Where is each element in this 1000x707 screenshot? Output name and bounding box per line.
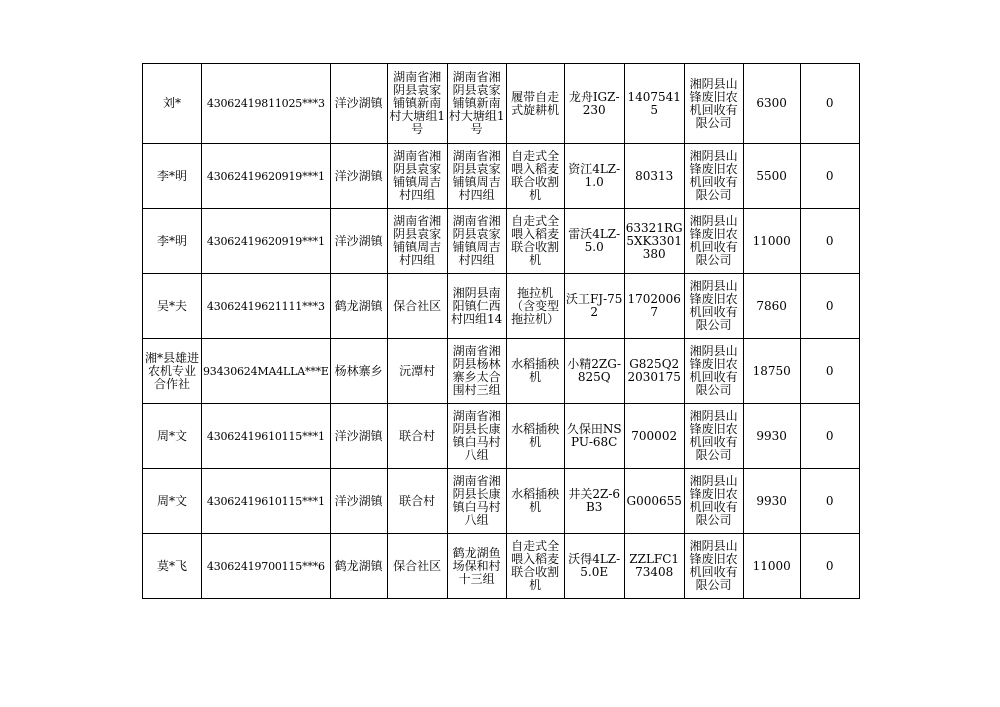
serial-number-cell: 63321RG5XK3301380 (624, 209, 684, 274)
other-amount-cell: 0 (800, 534, 859, 599)
township-cell: 洋沙湖镇 (330, 404, 387, 469)
township-cell: 鹤龙湖镇 (330, 274, 387, 339)
recycler-cell: 湘阴县山锋废旧农机回收有限公司 (684, 64, 743, 144)
other-amount-cell: 0 (800, 274, 859, 339)
machine-type-cell: 拖拉机（含变型拖拉机） (506, 274, 564, 339)
subsidy-table (142, 63, 860, 599)
amount-cell: 18750 (743, 339, 800, 404)
table-row (143, 469, 860, 534)
id-number-cell: 43062419620919***1 (202, 209, 331, 274)
address-cell: 湖南省湘阴县袁家铺镇新南村大塘组1号 (387, 64, 447, 144)
model-cell: 龙舟IGZ-230 (564, 64, 624, 144)
id-number-cell: 43062419610115***1 (202, 469, 331, 534)
recycler-cell: 湘阴县山锋废旧农机回收有限公司 (684, 469, 743, 534)
serial-number-cell: 80313 (624, 144, 684, 209)
township-cell: 鹤龙湖镇 (330, 534, 387, 599)
owner-name-cell: 周*文 (143, 404, 202, 469)
table-row (143, 274, 860, 339)
serial-number-cell: 14075415 (624, 64, 684, 144)
address-2-cell: 湖南省湘阴县袁家铺镇周吉村四组 (447, 144, 506, 209)
machine-type-cell: 水稻插秧机 (506, 339, 564, 404)
table-row (143, 534, 860, 599)
recycler-cell: 湘阴县山锋废旧农机回收有限公司 (684, 404, 743, 469)
id-number-cell: 43062419700115***6 (202, 534, 331, 599)
township-cell: 洋沙湖镇 (330, 469, 387, 534)
owner-name-cell: 莫*飞 (143, 534, 202, 599)
address-2-cell: 湖南省湘阴县长康镇白马村八组 (447, 404, 506, 469)
other-amount-cell: 0 (800, 64, 859, 144)
table-row (143, 404, 860, 469)
other-amount-cell: 0 (800, 144, 859, 209)
model-cell: 井关2Z-6B3 (564, 469, 624, 534)
other-amount-cell: 0 (800, 339, 859, 404)
address-cell: 湖南省湘阴县袁家铺镇周吉村四组 (387, 209, 447, 274)
owner-name-cell: 湘*县雄进农机专业合作社 (143, 339, 202, 404)
serial-number-cell: 17020067 (624, 274, 684, 339)
address-cell: 湖南省湘阴县袁家铺镇周吉村四组 (387, 144, 447, 209)
owner-name-cell: 吴*夫 (143, 274, 202, 339)
amount-cell: 11000 (743, 209, 800, 274)
address-2-cell: 湘阴县南阳镇仁西村四组14 (447, 274, 506, 339)
other-amount-cell: 0 (800, 404, 859, 469)
amount-cell: 7860 (743, 274, 800, 339)
model-cell: 小精2ZG-825Q (564, 339, 624, 404)
other-amount-cell: 0 (800, 209, 859, 274)
recycler-cell: 湘阴县山锋废旧农机回收有限公司 (684, 274, 743, 339)
id-number-cell: 43062419620919***1 (202, 144, 331, 209)
owner-name-cell: 李*明 (143, 144, 202, 209)
address-cell: 保合社区 (387, 274, 447, 339)
machine-type-cell: 自走式全喂入稻麦联合收割机 (506, 144, 564, 209)
model-cell: 资江4LZ-1.0 (564, 144, 624, 209)
township-cell: 杨林寨乡 (330, 339, 387, 404)
serial-number-cell: 700002 (624, 404, 684, 469)
machine-type-cell: 履带自走式旋耕机 (506, 64, 564, 144)
table-body (143, 64, 860, 599)
table-row (143, 144, 860, 209)
id-number-cell: 43062419621111***3 (202, 274, 331, 339)
machine-type-cell: 水稻插秧机 (506, 404, 564, 469)
other-amount-cell: 0 (800, 469, 859, 534)
machine-type-cell: 水稻插秧机 (506, 469, 564, 534)
recycler-cell: 湘阴县山锋废旧农机回收有限公司 (684, 534, 743, 599)
address-2-cell: 湖南省湘阴县长康镇白马村八组 (447, 469, 506, 534)
address-2-cell: 湖南省湘阴县袁家铺镇新南村大塘组1号 (447, 64, 506, 144)
recycler-cell: 湘阴县山锋废旧农机回收有限公司 (684, 144, 743, 209)
table-row (143, 64, 860, 144)
serial-number-cell: ZZLFC173408 (624, 534, 684, 599)
amount-cell: 9930 (743, 404, 800, 469)
address-cell: 沅潭村 (387, 339, 447, 404)
serial-number-cell: G825Q22030175 (624, 339, 684, 404)
recycler-cell: 湘阴县山锋废旧农机回收有限公司 (684, 339, 743, 404)
township-cell: 洋沙湖镇 (330, 144, 387, 209)
address-cell: 联合村 (387, 404, 447, 469)
township-cell: 洋沙湖镇 (330, 209, 387, 274)
model-cell: 沃得4LZ-5.0E (564, 534, 624, 599)
owner-name-cell: 李*明 (143, 209, 202, 274)
table-row (143, 209, 860, 274)
address-2-cell: 湖南省湘阴县杨林寨乡太合围村三组 (447, 339, 506, 404)
address-cell: 联合村 (387, 469, 447, 534)
address-2-cell: 鹤龙湖鱼场保和村十三组 (447, 534, 506, 599)
amount-cell: 9930 (743, 469, 800, 534)
recycler-cell: 湘阴县山锋废旧农机回收有限公司 (684, 209, 743, 274)
table-row (143, 339, 860, 404)
machine-type-cell: 自走式全喂入稻麦联合收割机 (506, 209, 564, 274)
amount-cell: 5500 (743, 144, 800, 209)
address-2-cell: 湖南省湘阴县袁家铺镇周吉村四组 (447, 209, 506, 274)
serial-number-cell: G000655 (624, 469, 684, 534)
address-cell: 保合社区 (387, 534, 447, 599)
township-cell: 洋沙湖镇 (330, 64, 387, 144)
owner-name-cell: 周*文 (143, 469, 202, 534)
id-number-cell: 43062419811025***3 (202, 64, 331, 144)
amount-cell: 6300 (743, 64, 800, 144)
model-cell: 沃工FJ-752 (564, 274, 624, 339)
model-cell: 雷沃4LZ-5.0 (564, 209, 624, 274)
id-number-cell: 43062419610115***1 (202, 404, 331, 469)
model-cell: 久保田NSPU-68C (564, 404, 624, 469)
owner-name-cell: 刘* (143, 64, 202, 144)
amount-cell: 11000 (743, 534, 800, 599)
id-number-cell: 93430624MA4LLA***E (202, 339, 331, 404)
machine-type-cell: 自走式全喂入稻麦联合收割机 (506, 534, 564, 599)
